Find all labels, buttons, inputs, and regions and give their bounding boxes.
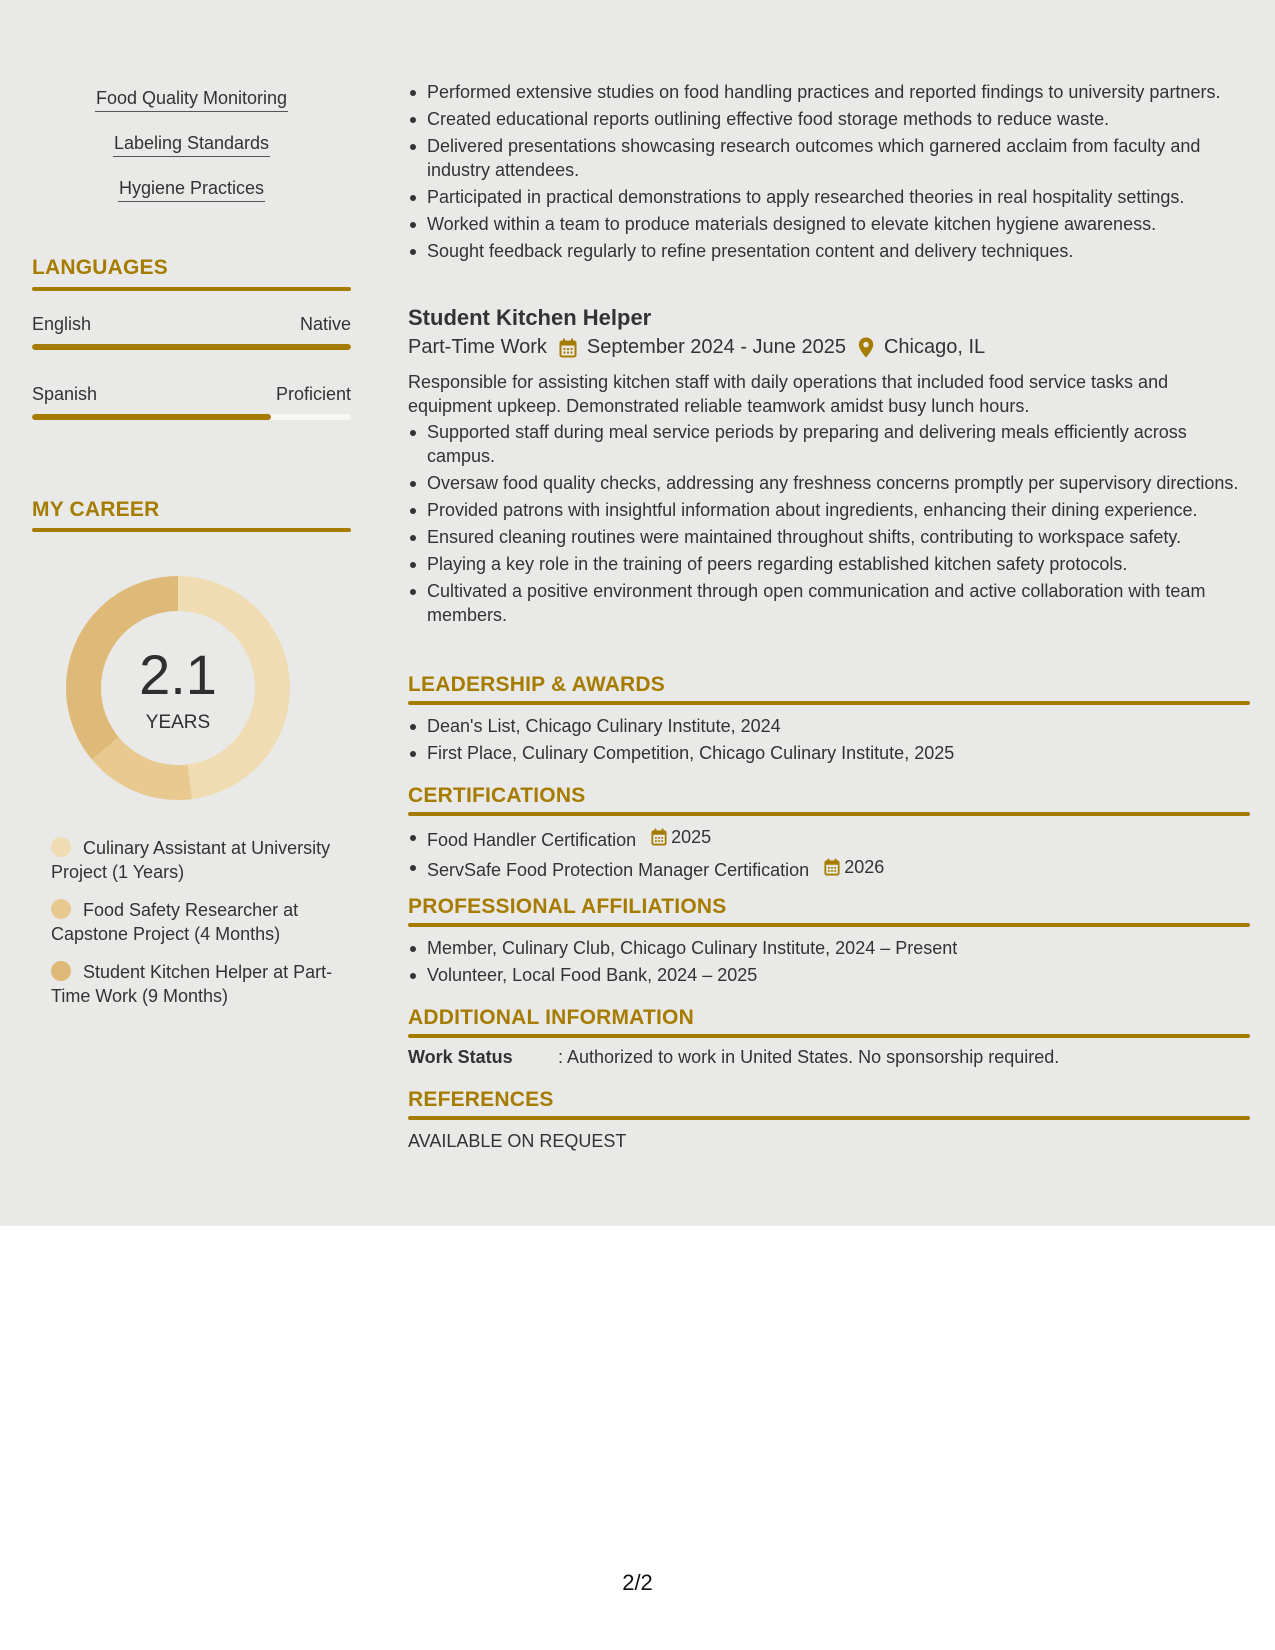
calendar-icon: [824, 858, 840, 876]
job-company: Part-Time Work: [408, 336, 547, 358]
job-bullet-list: [408, 420, 1250, 627]
language-level: Native: [299, 314, 351, 334]
job-meta: [408, 336, 985, 359]
language-bar-fill: [32, 344, 351, 350]
job-title: Student Kitchen Helper: [408, 305, 652, 330]
affiliations-rule: [408, 923, 1250, 927]
affiliations-heading: PROFESSIONAL AFFILIATIONS: [408, 895, 727, 918]
language-bar: [32, 414, 351, 420]
list-item: Delivered presentations showcasing research outcomes which garnered acclaim from faculty and industry attendees.: [408, 134, 1250, 182]
legend-dot: [51, 899, 71, 919]
language-bar: [32, 344, 351, 350]
cert-year: 2025: [671, 827, 712, 847]
work-status-label: Work Status: [408, 1047, 513, 1067]
list-item: Playing a key role in the training of peers regarding established kitchen safety protocols.: [408, 552, 1250, 576]
career-donut-chart: [66, 576, 290, 800]
list-item: Cultivated a positive environment through open communication and active collaboration with team members.: [408, 579, 1250, 627]
language-name: English: [32, 314, 92, 334]
list-item: Dean's List, Chicago Culinary Institute, 2024: [408, 714, 1250, 738]
calendar-icon: [651, 828, 667, 846]
cert-date: [824, 855, 884, 879]
legend-dot: [51, 837, 71, 857]
job-dates: September 2024 - June 2025: [586, 336, 846, 358]
skill-label: Food Quality Monitoring: [95, 88, 288, 112]
legend-label: Food Safety Researcher at Capstone Project (4 Months): [51, 900, 299, 944]
legend-dot: [51, 961, 71, 981]
work-status-row: [408, 1047, 1250, 1071]
list-item: Created educational reports outlining effective food storage methods to reduce waste.: [408, 107, 1250, 131]
references-value: AVAILABLE ON REQUEST: [408, 1131, 627, 1151]
list-item: [408, 855, 1250, 882]
references-heading: REFERENCES: [408, 1088, 554, 1111]
affiliations-list: [408, 936, 1250, 987]
leadership-list: [408, 714, 1250, 765]
job-summary: Responsible for assisting kitchen staff with daily operations that included food service tasks and equipment upkeep. Demonstrated reliable teamwork amidst busy lunch hours.: [408, 372, 1169, 416]
list-item: First Place, Culinary Competition, Chicago Culinary Institute, 2025: [408, 741, 1250, 765]
cert-date: [651, 825, 711, 849]
references-rule: [408, 1116, 1250, 1120]
work-status-value: : Authorized to work in United States. No sponsorship required.: [558, 1047, 1060, 1067]
job-location: Chicago, IL: [883, 336, 986, 358]
certifications-heading: CERTIFICATIONS: [408, 784, 586, 807]
location-pin-icon: [858, 337, 874, 358]
cert-year: 2026: [844, 857, 885, 877]
skill-label: Labeling Standards: [113, 133, 270, 157]
legend-label: Student Kitchen Helper at Part-Time Work (9 Months): [51, 962, 333, 1006]
leadership-rule: [408, 701, 1250, 705]
page-number: 2/2: [622, 1570, 653, 1595]
language-name: Spanish: [32, 384, 98, 404]
language-bar-fill: [32, 414, 271, 420]
cert-name: Food Handler Certification: [427, 830, 637, 850]
list-item: Ensured cleaning routines were maintained throughout shifts, contributing to workspace safety.: [408, 525, 1250, 549]
leadership-heading: LEADERSHIP & AWARDS: [408, 673, 665, 696]
additional-rule: [408, 1034, 1250, 1038]
career-total-unit: YEARS: [145, 712, 211, 733]
skill-label: Hygiene Practices: [118, 178, 265, 202]
calendar-icon: [559, 338, 577, 358]
list-item: Performed extensive studies on food handling practices and reported findings to university partners.: [408, 80, 1250, 104]
list-item: Oversaw food quality checks, addressing any freshness concerns promptly per supervisory directions.: [408, 471, 1250, 495]
career-total-value: 2.1: [139, 643, 217, 706]
research-bullet-list: [408, 80, 1250, 263]
languages-rule: [32, 287, 351, 291]
certifications-rule: [408, 812, 1250, 816]
list-item: Provided patrons with insightful information about ingredients, enhancing their dining experience.: [408, 498, 1250, 522]
legend-label: Culinary Assistant at University Project (1 Years): [51, 838, 331, 882]
list-item: Worked within a team to produce materials designed to elevate kitchen hygiene awareness.: [408, 212, 1250, 236]
list-item: Member, Culinary Club, Chicago Culinary Institute, 2024 – Present: [408, 936, 1250, 960]
list-item: Supported staff during meal service periods by preparing and delivering meals efficiently across campus.: [408, 420, 1250, 468]
career-legend-item: [51, 836, 341, 884]
list-item: Participated in practical demonstrations to apply researched theories in real hospitality settings.: [408, 185, 1250, 209]
list-item: Volunteer, Local Food Bank, 2024 – 2025: [408, 963, 1250, 987]
skill-item: [32, 88, 351, 112]
language-level: Proficient: [275, 384, 351, 404]
skill-item: [32, 178, 351, 202]
career-legend-item: [51, 960, 341, 1008]
cert-name: ServSafe Food Protection Manager Certification: [427, 860, 810, 880]
career-legend-item: [51, 898, 341, 946]
certifications-list: [408, 825, 1250, 882]
additional-heading: ADDITIONAL INFORMATION: [408, 1006, 694, 1029]
languages-heading: LANGUAGES: [32, 256, 168, 279]
career-rule: [32, 528, 351, 532]
skill-item: [32, 133, 351, 157]
list-item: [408, 825, 1250, 852]
list-item: Sought feedback regularly to refine presentation content and delivery techniques.: [408, 239, 1250, 263]
career-heading: MY CAREER: [32, 498, 160, 521]
